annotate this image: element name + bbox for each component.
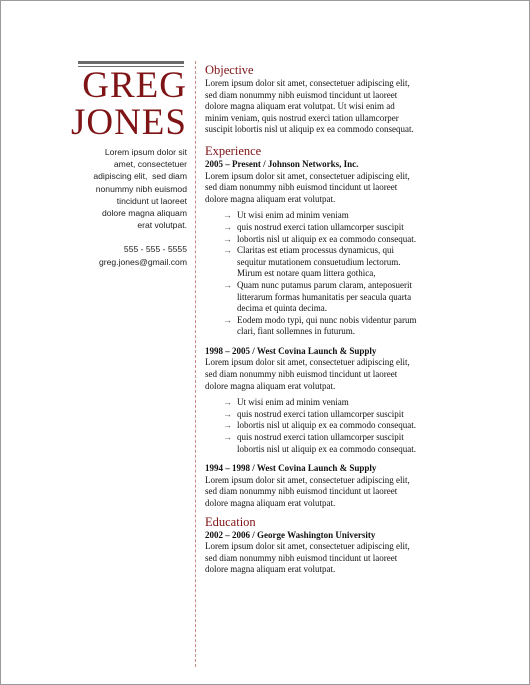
arrow-right-icon: → bbox=[223, 420, 232, 431]
summary-line: Lorem ipsum dolor sit bbox=[104, 147, 187, 157]
summary-line: dolore magna aliquam bbox=[101, 208, 187, 219]
education-entry bbox=[205, 530, 473, 576]
bullet-item bbox=[223, 420, 473, 432]
bullet-text: Eodem modo typi, qui nunc nobis videntur parum clari, fiant sollemnes in futurum. bbox=[237, 314, 417, 337]
education-heading: 2002 – 2006 / George Washington University bbox=[205, 529, 376, 540]
bullet-item bbox=[223, 234, 473, 246]
arrow-right-icon: → bbox=[223, 221, 232, 232]
bullet-item bbox=[223, 315, 473, 338]
objective-title: Objective bbox=[205, 63, 254, 77]
bullet-text: lobortis nisl ut aliquip ex ea commodo consequat. bbox=[237, 420, 416, 431]
text-line: sed diam nonummy nibh euismod tincidunt ut laoreet bbox=[205, 486, 398, 497]
text-line: Lorem ipsum dolor sit amet, consectetuer adipiscing elit, bbox=[205, 474, 410, 485]
summary-line: erat volutpat. bbox=[137, 220, 187, 231]
summary-line: tincidunt ut laoreet bbox=[116, 195, 187, 206]
arrow-right-icon: → bbox=[223, 408, 232, 419]
text-line: dolore magna aliquam erat volutpat. bbox=[205, 193, 336, 204]
contact-info bbox=[61, 243, 187, 267]
bullet-text: lobortis nisl ut aliquip ex ea commodo consequat. bbox=[237, 233, 416, 244]
job-entry bbox=[205, 159, 473, 338]
text-line: dolore magna aliquam erat volutpat. bbox=[205, 498, 336, 508]
bullet-text: quis nostrud exerci tation ullamcorper suscipit bbox=[237, 408, 404, 419]
text-line: dolore magna aliquam erat volutpat. Ut wisi enim ad bbox=[205, 101, 395, 112]
objective-text bbox=[205, 78, 473, 136]
text-line: minim veniam, quis nostrud exerci tation ullamcorper bbox=[205, 112, 399, 123]
arrow-right-icon: → bbox=[223, 233, 232, 244]
profile-summary bbox=[61, 146, 187, 231]
job-bullets bbox=[205, 210, 473, 338]
text-line: Lorem ipsum dolor sit amet, consectetuer adipiscing elit, bbox=[205, 170, 410, 181]
text-line: Lorem ipsum dolor sit amet, consectetuer adipiscing elit, bbox=[205, 357, 410, 368]
sidebar bbox=[61, 65, 187, 268]
text-line: sed diam nonummy nibh euismod tincidunt ut laoreet bbox=[205, 89, 398, 100]
email-address: greg.jones@gmail.com bbox=[98, 256, 187, 267]
bullet-text: Ut wisi enim ad minim veniam bbox=[237, 210, 349, 221]
arrow-right-icon: → bbox=[223, 432, 232, 443]
bullet-text: quis nostrud exerci tation ullamcorper suscipit lobortis nisl ut aliquip ex ea commodo consequat. bbox=[237, 432, 416, 454]
text-line: suscipit lobortis nisl ut aliquip ex ea commodo consequat. bbox=[205, 124, 414, 135]
job-entry bbox=[205, 463, 473, 509]
main-column bbox=[205, 63, 473, 576]
arrow-right-icon: → bbox=[223, 279, 232, 290]
text-line: sed diam nonummy nibh euismod tincidunt ut laoreet bbox=[205, 552, 398, 563]
arrow-right-icon: → bbox=[223, 210, 232, 221]
bullet-text: quis nostrud exerci tation ullamcorper suscipit bbox=[237, 221, 404, 232]
experience-title: Experience bbox=[205, 143, 262, 158]
bullet-text: Quam nunc putamus parum claram, anteposuerit litterarum formas humanitatis per seacula quarta decima et quinta decima. bbox=[237, 279, 412, 314]
text-line: dolore magna aliquam erat volutpat. bbox=[205, 380, 336, 391]
bullet-item bbox=[223, 432, 473, 455]
last-name: JONES bbox=[70, 102, 187, 143]
text-line: dolore magna aliquam erat volutpat. bbox=[205, 564, 336, 575]
arrow-right-icon: → bbox=[223, 314, 232, 325]
bullet-text: Claritas est etiam processus dynamicus, qui sequitur mutationem consuetudium lectorum. Mirum est notare quam littera gothica, bbox=[237, 245, 401, 279]
summary-line: adipiscing elit, sed diam bbox=[93, 171, 187, 182]
bullet-text: Ut wisi enim ad minim veniam bbox=[237, 397, 349, 408]
arrow-right-icon: → bbox=[223, 245, 232, 256]
job-bullets bbox=[205, 397, 473, 455]
bullet-item bbox=[223, 409, 473, 421]
arrow-right-icon: → bbox=[223, 397, 232, 408]
bullet-item bbox=[223, 222, 473, 234]
job-heading: 2005 – Present / Johnson Networks, Inc. bbox=[205, 158, 359, 169]
bullet-item bbox=[223, 245, 473, 280]
text-line: Lorem ipsum dolor sit amet, consectetuer adipiscing elit, bbox=[205, 541, 410, 552]
summary-line: amet, consectetuer bbox=[113, 159, 187, 170]
summary-line: nonummy nibh euismod bbox=[95, 183, 187, 194]
text-line: sed diam nonummy nibh euismod tincidunt ut laoreet bbox=[205, 369, 398, 380]
bullet-item bbox=[223, 210, 473, 222]
job-heading: 1994 – 1998 / West Covina Launch & Supply bbox=[205, 463, 377, 474]
first-name: GREG bbox=[82, 65, 187, 106]
job-heading: 1998 – 2005 / West Covina Launch & Supply bbox=[205, 345, 377, 356]
text-line: Lorem ipsum dolor sit amet, consectetuer adipiscing elit, bbox=[205, 78, 410, 88]
text-line: sed diam nonummy nibh euismod tincidunt ut laoreet bbox=[205, 182, 398, 193]
phone-number: 555 - 555 - 5555 bbox=[123, 244, 187, 255]
bullet-item bbox=[223, 280, 473, 315]
job-entry bbox=[205, 346, 473, 455]
column-divider bbox=[195, 61, 196, 667]
bullet-item bbox=[223, 397, 473, 409]
education-title: Education bbox=[205, 514, 256, 529]
